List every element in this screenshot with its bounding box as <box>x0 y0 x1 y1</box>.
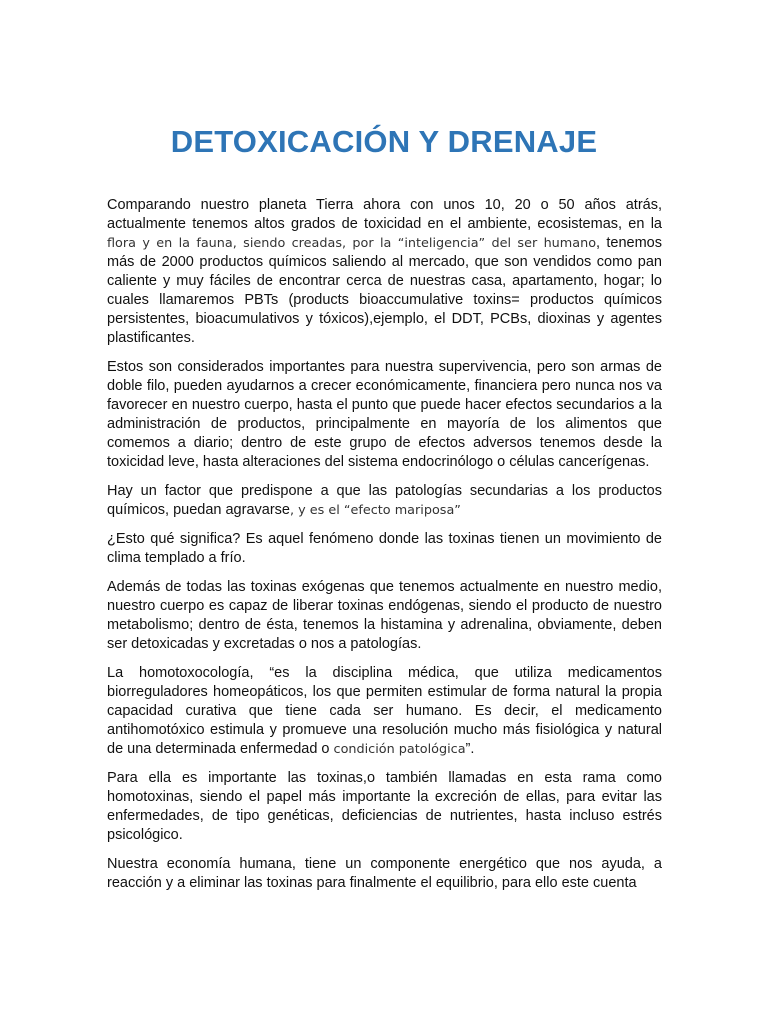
page-title: DETOXICACIÓN Y DRENAJE <box>170 124 598 159</box>
paragraph-1-part-b: flora y en la fauna, siendo creadas, por la “inteligencia” del ser humano <box>107 236 597 251</box>
paragraph-3-part-a: Hay un factor que predispone a que las patologías secundarias a los productos químicos, puedan agravarse <box>107 483 662 518</box>
paragraph-5: Además de todas las toxinas exógenas que tenemos actualmente en nuestro medio, nuestro cuerpo es capaz de liberar toxinas endógenas, siendo el producto de nuestro metabolismo; dentro de ésta, tenemos la histamina y adrenalina, obviamente, deben ser detoxicadas y excretadas o nos a patologías. <box>107 579 662 652</box>
paragraph-6-part-b: condición patológica <box>333 742 466 757</box>
paragraph-1-part-a: Comparando nuestro planeta Tierra ahora con unos 10, 20 o 50 años atrás, actualmente tenemos altos grados de toxicidad en el ambiente, ecosistemas, en la <box>107 197 662 232</box>
paragraph-2: Estos son considerados importantes para nuestra supervivencia, pero son armas de doble filo, pueden ayudarnos a crecer económicamente, financiera pero nunca nos va favorecer en nuestro cuerpo, hasta el punto que puede hacer efectos secundarios a la administración de productos, principalmente en mayoría de los alimentos que comemos a diario; dentro de este grupo de efectos adversos tenemos desde la toxicidad leve, hasta alteraciones del sistema endocrinólogo o células cancerígenas. <box>107 359 662 470</box>
paragraph-6-part-c: ”. <box>465 741 475 757</box>
document-body <box>107 196 662 903</box>
paragraph-7: Para ella es importante las toxinas,o también llamadas en esta rama como homotoxinas, siendo el papel más importante la excreción de ellas, para evitar las enfermedades, de tipo genéticas, deficiencias de nutrientes, hasta incluso estrés psicológico. <box>107 770 662 843</box>
paragraph-6 <box>107 664 662 759</box>
paragraph-6-part-a: La homotoxocología, “es la disciplina médica, que utiliza medicamentos biorreguladores homeopáticos, los que permiten estimular de forma natural la propia capacidad curativa que tiene cada ser humano. Es decir, el medicamento antihomotóxico estimula y promueve una resolución mucho más fisiológica y natural de una determinada enfermedad o <box>107 665 662 757</box>
paragraph-1 <box>107 196 662 348</box>
paragraph-3 <box>107 482 662 520</box>
paragraph-4: ¿Esto qué significa? Es aquel fenómeno donde las toxinas tienen un movimiento de clima templado a frío. <box>107 531 662 566</box>
paragraph-3-part-b: , y es el “efecto mariposa” <box>289 503 461 518</box>
paragraph-8: Nuestra economía humana, tiene un componente energético que nos ayuda, a reacción y a eliminar las toxinas para finalmente el equilibrio, para ello este cuenta <box>107 856 662 891</box>
paragraph-1-part-c: , tenemos más de 2000 productos químicos saliendo al mercado, que son vendidos como pan caliente y muy fáciles de encontrar cerca de nuestras casa, apartamento, hogar; lo cuales llamaremos PBTs (products bioaccumulative toxins= productos químicos persistentes, bioacumulativos y tóxicos),ejemplo, el DDT, PCBs, dioxinas y agentes plastificantes. <box>107 235 662 346</box>
